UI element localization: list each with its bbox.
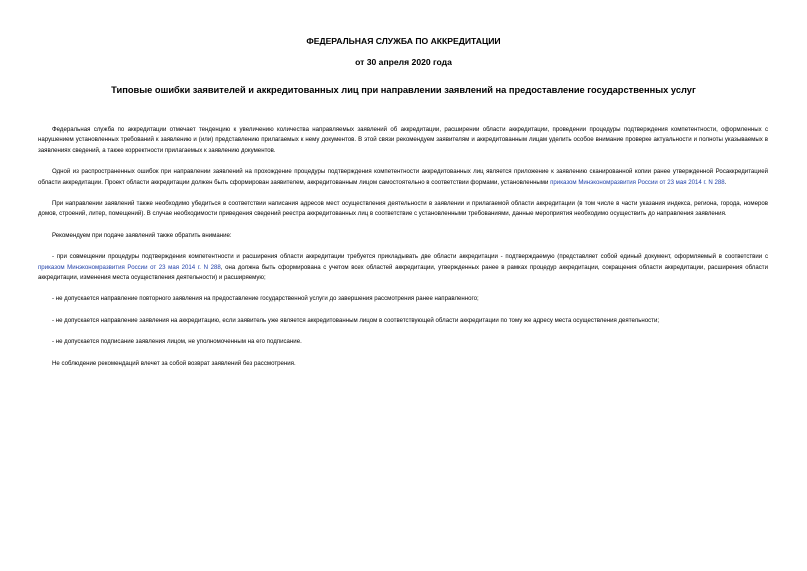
paragraph-text: , она должна быть сформирована с учетом всех областей аккредитации, утвержденных ранее в рамках процедур аккредитации, сокращения области аккредитации, расширения области аккредитации, изменения места осуществления деятельности) и расширяемую;: [38, 263, 768, 282]
document-title: Типовые ошибки заявителей и аккредитованных лиц при направлении заявлений на предоставление государственных услуг: [111, 85, 696, 95]
date-line: от 30 апреля 2020 года: [355, 57, 452, 67]
paragraph-conclusion: [38, 359, 768, 369]
paragraph-addresses: [38, 199, 768, 220]
paragraph-text: При направлении заявлений также необходимо убедиться в соответствии написания адресов мест осуществления деятельности в заявлении и прилагаемой области аккредитации (в том числе в части указания индекса, региона, города, номеров домов, строений, литер, помещений). В случае необходимости приведения сведений реестра аккредитованных лиц в соответствие с установленными требованиями, данные мероприятия необходимо осуществить до направления заявления.: [38, 200, 768, 218]
document-body: [38, 125, 768, 380]
paragraph-text: - не допускается подписание заявления лицом, не уполномоченным на его подписание.: [52, 338, 302, 346]
organization-heading: ФЕДЕРАЛЬНАЯ СЛУЖБА ПО АККРЕДИТАЦИИ: [306, 36, 501, 46]
order-link[interactable]: приказом Минэкономразвития России от 23 мая 2014 г. N 288: [38, 263, 221, 271]
paragraph-text: Рекомендуем при подаче заявлений также обратить внимание:: [52, 231, 232, 239]
list-item-unauthorized-signature: [38, 337, 768, 347]
list-item-combined-procedure: [38, 252, 768, 283]
paragraph-common-error: [38, 167, 768, 188]
paragraph-text: .: [724, 178, 727, 186]
list-item-already-accredited: [38, 316, 768, 326]
paragraph-intro: [38, 125, 768, 156]
paragraph-text: - не допускается направление заявления на аккредитацию, если заявитель уже является аккредитованным лицом в соответствующей области аккредитации по тому же адресу места осуществления деятельности;: [52, 316, 660, 324]
paragraph-text: Не соблюдение рекомендаций влечет за собой возврат заявлений без рассмотрения.: [52, 359, 296, 367]
paragraph-text: Одной из распространенных ошибок при направлении заявлений на прохождение процедуры подтверждения компетентности аккредитованных лиц является приложение к заявлению сканированной копии ранее утвержденной Росаккредитацией области аккредитации. Проект области аккредитации должен быть сформирован заявителем, аккредитованным лицом самостоятельно в соответствии формами, установленными: [38, 168, 768, 186]
paragraph-text: Федеральная служба по аккредитации отмечает тенденцию к увеличению количества направляемых заявлений об аккредитации, расширении области аккредитации, проведении процедуры подтверждения компетентности, оформленных с нарушением установленных требований к заявлению и (или) представлению прилагаемых к нему документов. В этой связи рекомендуем заявителям и аккредитованным лицам уделить особое внимание проверке актуальности и полноты указываемых в заявлениях сведений, а также корректности прилагаемых к заявлению документов.: [38, 126, 768, 154]
order-link[interactable]: приказом Минэкономразвития России от 23 мая 2014 г. N 288: [550, 178, 725, 186]
paragraph-recommendation-intro: [38, 231, 768, 241]
paragraph-text: - при совмещении процедуры подтверждения компетентности и расширения области аккредитации требуется прикладывать две области аккредитации - подтверждаемую (представляет собой единый документ, оформляемый в соответствии с: [52, 253, 768, 261]
paragraph-text: - не допускается направление повторного заявления на предоставление государственной услуги до завершения рассмотрения ранее направленного;: [52, 295, 479, 303]
list-item-repeat-application: [38, 294, 768, 304]
